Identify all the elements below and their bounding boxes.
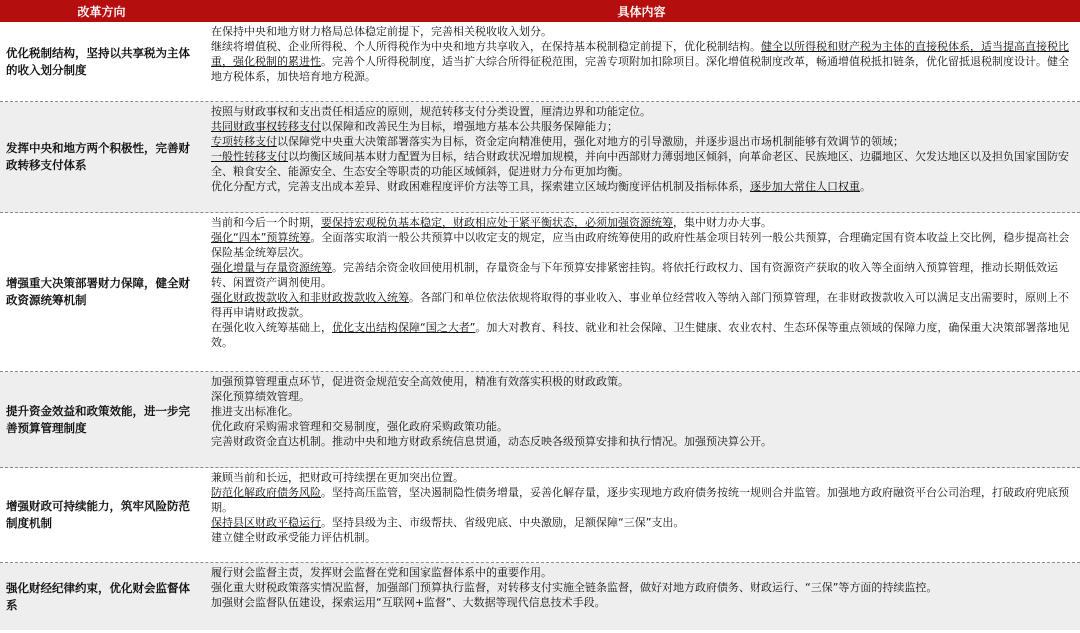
table-row bbox=[0, 102, 1080, 213]
content-text: ，集中财力办大事。 bbox=[673, 216, 772, 229]
header-content: 具体内容 bbox=[617, 4, 666, 19]
content-text: 履行财会监督主责，发挥财会监督在党和国家监督体系中的重要作用。 bbox=[211, 566, 552, 579]
emphasis-text: 强化增量与存量资源统筹 bbox=[211, 261, 332, 274]
table-row bbox=[0, 468, 1080, 563]
content-paragraph bbox=[211, 404, 1074, 419]
emphasis-text: 健全以所得税和财产税为主体的直接税体系，适当提高直接税比重，强化税制的累进性 bbox=[211, 40, 1069, 68]
reform-content bbox=[203, 213, 1080, 371]
reform-direction: 提升资金效益和政策效能，进一步完善预算管理制度 bbox=[6, 403, 190, 435]
reform-direction: 强化财经纪律约束，优化财会监督体系 bbox=[6, 580, 190, 612]
reform-direction: 优化税制结构，坚持以共享税为主体的收入划分制度 bbox=[6, 45, 190, 77]
content-text: 。完善结余资金收回使用机制，存量资金与下年预算安排紧密挂钩。将依托行政权力、国有资源资产获取的收入等全面纳入预算管理，推动长期低效运转、闲置资产调剂使用。 bbox=[211, 261, 1058, 289]
content-text: 兼顾当前和长远，把财政可持续摆在更加突出位置。 bbox=[211, 471, 464, 484]
content-paragraph bbox=[211, 24, 1074, 39]
content-paragraph bbox=[211, 515, 1074, 530]
reform-direction: 增强重大决策部署财力保障，健全财政资源统筹机制 bbox=[6, 276, 190, 307]
emphasis-text: 要保持宏观税负基本稳定，财政相应处于紧平衡状态，必须加强资源统筹 bbox=[321, 216, 673, 229]
content-text: 。完善个人所得税制度，适当扩大综合所得征税范围，完善专项附加扣除项目。深化增值税制度改革，畅通增值税抵扣链条，优化留抵退税制度设计。健全地方税体系，加快培育地方税源。 bbox=[211, 55, 1069, 83]
content-paragraph bbox=[211, 389, 1074, 404]
content-paragraph bbox=[211, 565, 1074, 580]
reform-content bbox=[203, 563, 1080, 630]
emphasis-text: 防范化解政府债务风险 bbox=[211, 486, 321, 499]
content-paragraph bbox=[211, 485, 1074, 515]
content-paragraph bbox=[211, 434, 1074, 449]
content-text: 以保障党中央重大决策部署落实为目标，资金定向精准使用，强化对地方的引导激励，并逐步退出市场机制能够有效调节的领域； bbox=[277, 135, 904, 148]
content-paragraph bbox=[211, 230, 1074, 260]
content-text: 以均衡区域间基本财力配置为目标，结合财政状况增加规模，并向中西部财力薄弱地区倾斜，向革命老区、民族地区、边疆地区、欠发达地区以及担负国家国防安全、粮食安全、能源安全、生态安全等职责的功能区域倾斜，促进财力分布更加均衡。 bbox=[211, 150, 1069, 178]
content-text: 继续将增值税、企业所得税、个人所得税作为中央和地方共享收入，在保持基本税制稳定前提下，优化税制结构。 bbox=[211, 40, 761, 53]
content-text: 推进支出标准化。 bbox=[211, 405, 299, 418]
content-text: 强化重大财税政策落实情况监督，加强部门预算执行监督，对转移支付实施全链条监督，做好对地方政府债务、财政运行、“三保”等方面的持续监控。 bbox=[211, 581, 938, 594]
table-row bbox=[0, 22, 1080, 102]
emphasis-text: 保持县区财政平稳运行 bbox=[211, 516, 321, 529]
content-text: 在强化收入统筹基础上， bbox=[211, 321, 332, 334]
emphasis-text: 优化支出结构保障“国之大者” bbox=[332, 321, 476, 334]
content-paragraph bbox=[211, 374, 1074, 389]
reform-content bbox=[203, 102, 1080, 212]
content-text: 。坚持高压监管，坚决遏制隐性债务增量，妥善化解存量，逐步实现地方政府债务按统一规则合并监管。加强地方政府融资平台公司治理，打破政府兜底预期。 bbox=[211, 486, 1069, 514]
content-paragraph bbox=[211, 580, 1074, 595]
reform-content bbox=[203, 372, 1080, 467]
content-text: 深化预算绩效管理。 bbox=[211, 390, 310, 403]
reform-direction: 发挥中央和地方两个积极性，完善财政转移支付体系 bbox=[6, 141, 190, 172]
content-paragraph bbox=[211, 260, 1074, 290]
emphasis-text: 强化“四本”预算统筹 bbox=[211, 231, 311, 244]
reform-direction: 增强财政可持续能力，筑牢风险防范制度机制 bbox=[6, 499, 190, 530]
content-text: 优化政府采购需求管理和交易制度，强化政府采购政策功能。 bbox=[211, 420, 508, 433]
reform-content bbox=[203, 468, 1080, 562]
content-paragraph bbox=[211, 419, 1074, 434]
emphasis-text: 强化财政拨款收入和非财政拨款收入统筹 bbox=[211, 291, 409, 304]
content-text: 。各部门和单位依法依规将取得的事业收入、事业单位经营收入等纳入部门预算管理，在非财政拨款收入可以满足支出需要时，原则上不得再申请财政拨款。 bbox=[211, 291, 1069, 319]
table-row bbox=[0, 372, 1080, 468]
reform-content bbox=[203, 22, 1080, 101]
content-text: 加强财会监督队伍建设，探索运用“互联网+监督”、大数据等现代信息技术手段。 bbox=[211, 596, 606, 609]
emphasis-text: 逐步加大常住人口权重 bbox=[750, 180, 860, 193]
content-paragraph bbox=[211, 470, 1074, 485]
content-text: 当前和今后一个时期， bbox=[211, 216, 321, 229]
content-paragraph bbox=[211, 134, 1074, 149]
content-paragraph bbox=[211, 290, 1074, 320]
emphasis-text: 一般性转移支付 bbox=[211, 150, 288, 163]
content-paragraph bbox=[211, 215, 1074, 230]
table-header bbox=[0, 0, 1080, 22]
content-paragraph bbox=[211, 179, 1074, 194]
content-paragraph bbox=[211, 104, 1074, 119]
content-text: 。 bbox=[860, 180, 871, 193]
content-paragraph bbox=[211, 320, 1074, 350]
content-text: 以保障和改善民生为目标，增强地方基本公共服务保障能力； bbox=[321, 120, 618, 133]
emphasis-text: 专项转移支付 bbox=[211, 135, 277, 148]
content-text: 建立健全财政承受能力评估机制。 bbox=[211, 531, 376, 544]
table-row bbox=[0, 563, 1080, 630]
content-paragraph bbox=[211, 39, 1074, 84]
content-paragraph bbox=[211, 595, 1074, 610]
header-direction: 改革方向 bbox=[77, 4, 126, 19]
content-text: 在保持中央和地方财力格局总体稳定前提下，完善相关税收收入划分。 bbox=[211, 25, 552, 38]
emphasis-text: 共同财政事权转移支付 bbox=[211, 120, 321, 133]
content-paragraph bbox=[211, 149, 1074, 179]
content-text: 完善财政资金直达机制。推动中央和地方财政系统信息贯通，动态反映各级预算安排和执行情况。加强预决算公开。 bbox=[211, 435, 772, 448]
table-row bbox=[0, 213, 1080, 372]
content-text: 加强预算管理重点环节，促进资金规范安全高效使用，精准有效落实积极的财政政策。 bbox=[211, 375, 629, 388]
content-text: 优化分配方式，完善支出成本差异、财政困难程度评价方法等工具，探索建立区域均衡度评估机制及指标体系， bbox=[211, 180, 750, 193]
content-text: 按照与财政事权和支出责任相适应的原则，规范转移支付分类设置，厘清边界和功能定位。 bbox=[211, 105, 651, 118]
content-paragraph bbox=[211, 119, 1074, 134]
content-text: 。加大对教育、科技、就业和社会保障、卫生健康、农业农村、生态环保等重点领域的保障力度，确保重大决策部署落地见效。 bbox=[211, 321, 1070, 349]
content-text: 。全面落实取消一般公共预算中以收定支的规定，应当由政府统筹使用的政府性基金项目转列一般公共预算，合理确定国有资本收益上交比例，稳步提高社会保险基金统筹层次。 bbox=[211, 231, 1070, 259]
content-text: 。坚持县级为主、市级帮扶、省级兜底、中央激励，足额保障“三保”支出。 bbox=[321, 516, 685, 529]
content-paragraph bbox=[211, 530, 1074, 545]
